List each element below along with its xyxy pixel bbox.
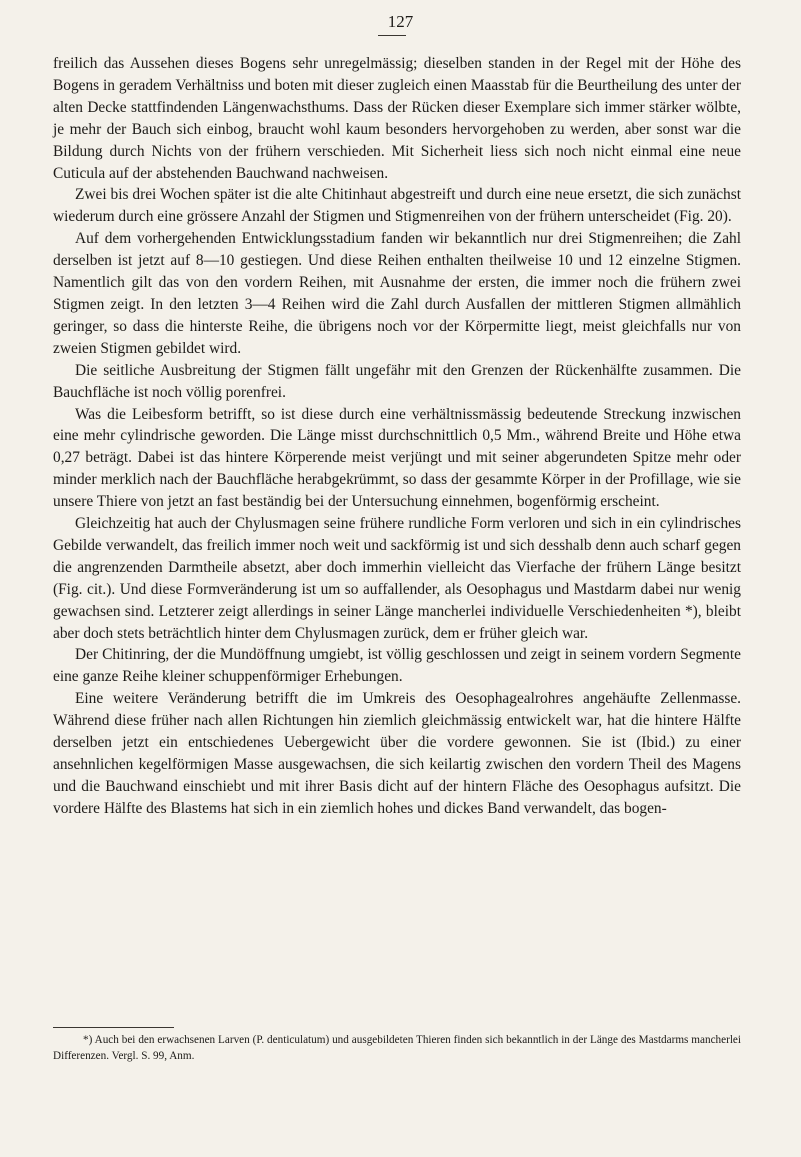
paragraph: Der Chitinring, der die Mundöffnung umgiebt, ist völlig geschlossen und zeigt in seinem vordern Segmente eine ganze Reihe kleiner schuppenförmiger Erhebungen. bbox=[53, 646, 741, 686]
paragraph: Auf dem vorhergehenden Entwicklungsstadium fanden wir bekanntlich nur drei Stigmenreihen; die Zahl derselben ist jetzt auf 8—10 gestiegen. Und diese Reihen enthalten theilweise 10 und 12 einzelne Stigmen. Namentlich gilt das von den vordern Reihen, mit Ausnahme der ersten, die immer noch die frühern zwei Stigmen zeigt. In den letzten 3—4 Reihen wird die Zahl durch Ausfallen der mittleren Stigmen allmählich geringer, so dass die hinterste Reihe, die übrigens noch vor der Körpermitte liegt, meist gleichfalls nur von zweien Stigmen gebildet wird. bbox=[53, 230, 741, 357]
body-text bbox=[53, 53, 741, 820]
footnote: *) Auch bei den erwachsenen Larven (P. denticulatum) und ausgebildeten Thieren finden sich bekanntlich in der Länge des Mastdarms mancherlei Differenzen. Vergl. S. 99, Anm. bbox=[53, 1034, 741, 1062]
paragraph: Was die Leibesform betrifft, so ist diese durch eine verhältnissmässig bedeutende Streckung inzwischen eine mehr cylindrische geworden. Die Länge misst durchschnittlich 0,5 Mm., während Breite und Höhe etwa 0,27 beträgt. Dabei ist das hintere Körperende meist verjüngt und mit seiner abgerundeten Spitze mehr oder minder merklich nach der Bauchfläche herabgekrümmt, so dass der gesammte Körper in der Profillage, wie sie unsere Thiere von jetzt an fast beständig bei der Untersuchung einnehmen, bogenförmig erscheint. bbox=[53, 405, 741, 511]
paragraph: Zwei bis drei Wochen später ist die alte Chitinhaut abgestreift und durch eine neue ersetzt, die sich zunächst wiederum durch eine grössere Anzahl der Stigmen und Stigmenreihen von der frühern unterscheidet (Fig. 20). bbox=[53, 186, 741, 226]
paragraph: Eine weitere Veränderung betrifft die im Umkreis des Oesophagealrohres angehäufte Zellenmasse. Während diese früher nach allen Richtungen hin ziemlich gleichmässig entwickelt war, hat die hintere Hälfte derselben jetzt ein entschiedenes Uebergewicht über die vordere gewonnen. Sie ist (Ibid.) zu einer ansehnlichen kegelförmigen Masse ausgewachsen, die sich keilartig zwischen den vordern Theil des Magens und die Bauchwand einschiebt und mit ihrer Basis dicht auf der hintern Fläche des Oesophagus aufsitzt. Die vordere Hälfte des Blastems hat sich in ein ziemlich hohes und dickes Band verwandelt, das bogen- bbox=[53, 690, 741, 817]
page-number-underline bbox=[378, 35, 406, 36]
paragraph: Gleichzeitig hat auch der Chylusmagen seine frühere rundliche Form verloren und sich in ein cylindrisches Gebilde verwandelt, das freilich immer noch weit und sackförmig ist und sich desshalb denn auch scharf gegen die angrenzenden Darmtheile absetzt, aber doch immerhin vielleicht das Vierfache der frühern Länge besitzt (Fig. cit.). Und diese Formveränderung ist um so auffallender, als Oesophagus und Mastdarm dabei nur wenig gewachsen sind. Letzterer zeigt allerdings in seiner Länge mancherlei individuelle Verschiedenheiten *), bleibt aber doch stets beträchtlich hinter dem Chylusmagen zurück, dem er früher gleich war. bbox=[53, 515, 741, 642]
paragraph: Die seitliche Ausbreitung der Stigmen fällt ungefähr mit den Grenzen der Rückenhälfte zusammen. Die Bauchfläche ist noch völlig porenfrei. bbox=[53, 361, 741, 401]
footnote-divider bbox=[53, 1027, 174, 1028]
page-number: 127 bbox=[387, 12, 414, 31]
paragraph: freilich das Aussehen dieses Bogens sehr unregelmässig; dieselben standen in der Regel mit der Höhe des Bogens in geradem Verhältniss und boten mit dieser zugleich einen Maasstab für die Beurtheilung des unter der alten Decke stattfindenden Längenwachsthums. Dass der Rücken dieser Exemplare sich immer stärker wölbte, je mehr der Bauch sich einbog, braucht wohl kaum besonders hervorgehoben zu werden, aber sonst war die Bildung durch Nichts von der frühern verschieden. Mit Sicherheit liess sich noch nicht einmal eine neue Cuticula auf der abstehenden Bauchwand nachweisen. bbox=[53, 55, 741, 182]
